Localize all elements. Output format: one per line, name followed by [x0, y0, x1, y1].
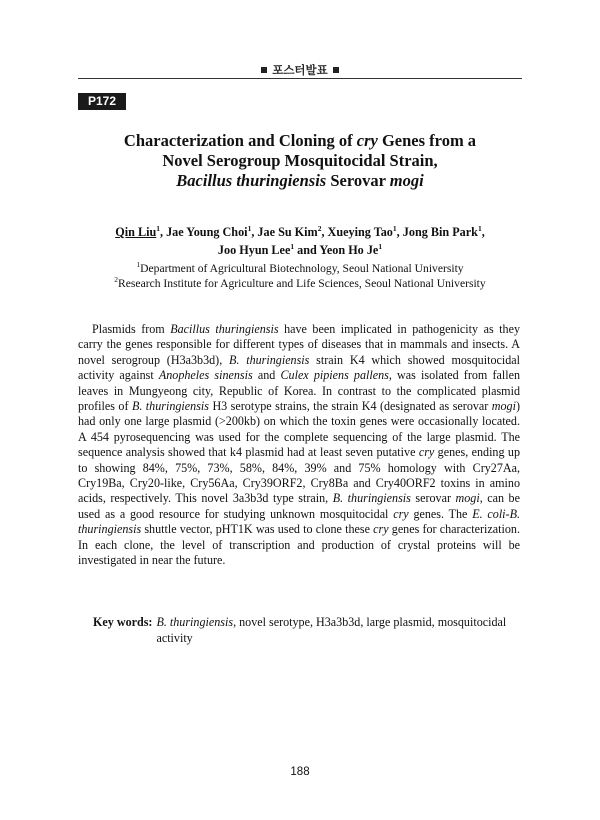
abstract-italic: Anopheles sinensis: [158, 368, 253, 383]
abstract-italic: cry: [393, 506, 409, 521]
author-affil-sup: 1: [247, 223, 252, 233]
abstract-italic: B. thuringiensis: [131, 399, 209, 414]
author-affil-sup: 1: [392, 223, 397, 233]
abstract-italic: cry: [418, 445, 435, 460]
keywords-text: [156, 614, 521, 646]
abstract-text: have been implicated in pathogenicity as they carry the genes responsible for different types of diseases that in mammals and insects. A novel serogroup (H3a3b3d),: [78, 322, 520, 367]
author-separator: ,: [251, 225, 258, 239]
title-italic: mogi: [389, 171, 424, 190]
page-number: 188: [290, 766, 310, 778]
author-separator: ,: [396, 225, 403, 239]
author-separator: ,: [159, 225, 167, 239]
abstract-text: ) had only one large plasmid (>200kb) on which the toxin genes were occasionally located. A 454 pyrosequencing was used for the complete sequencing of the large plasmid. The sequence analysis showed that k4 plasmid had at least seven putative: [78, 399, 520, 460]
author-name: Yeon Ho Je: [319, 243, 379, 257]
abstract-italic: B. thuringiensis: [229, 352, 310, 367]
keyword-italic: B. thuringiensis: [156, 615, 234, 629]
title-text: Characterization and Cloning of: [123, 131, 357, 150]
author-affil-sup: 2: [317, 223, 322, 233]
abstract-italic: Bacillus thuringiensis: [170, 322, 279, 336]
author-name: Joo Hyun Lee: [217, 243, 291, 257]
author-line-1: Qin Liu$^1$, Jae Young Choi$^1$, Jae Su Kim$^2$, Xueying Tao$^1$, Jong Bin Park$^1$,: [115, 223, 485, 239]
section-header-label: 포스터발표: [272, 63, 328, 77]
abstract-italic: cry: [373, 522, 389, 537]
title-text: Genes from a: [377, 131, 477, 150]
paper-title: [78, 131, 522, 191]
abstract-text: H3 serotype strains, the strain K4 (designated as serovar: [208, 399, 492, 414]
abstract-italic: E. coli-B. thuringiensis: [78, 506, 520, 537]
author-affil-sup: 1: [156, 223, 160, 233]
abstract-text: and: [252, 368, 281, 383]
author-name: Jae Su Kim: [257, 225, 318, 239]
author-separator: ,: [321, 225, 328, 239]
keywords-label: Key words:: [93, 615, 153, 629]
title-line-2: Novel Serogroup Mosquitocidal Strain,: [162, 151, 438, 170]
title-line-1: [78, 131, 522, 151]
abstract-italic: Culex pipiens pallens,: [280, 368, 392, 383]
author-name: Qin Liu: [115, 225, 157, 239]
keyword-list: , novel serotype, H3a3b3d, large plasmid, mosquitocidal activity: [156, 615, 507, 645]
title-italic: cry: [356, 131, 378, 150]
square-bullet-icon: [333, 67, 339, 73]
abstract-italic: B. thuringiensis: [332, 491, 411, 506]
author-list: [78, 223, 522, 259]
affiliation-text: Research Institute for Agriculture and Life Sciences, Seoul National University: [118, 277, 486, 290]
affiliation-sup: 1: [136, 260, 141, 270]
author-name: Jae Young Choi: [166, 225, 248, 239]
abstract-italic: mogi: [455, 491, 480, 506]
abstract-text: shuttle vector, pHT1K was used to clone these: [141, 522, 374, 537]
affiliation-1: [78, 261, 522, 276]
affiliations: [78, 261, 522, 291]
author-name: Xueying Tao: [327, 225, 393, 239]
abstract-text: Plasmids from: [92, 322, 171, 336]
abstract-text: genes. The: [408, 506, 473, 521]
abstract-text: strain K4 which showed mosquitocidal activity against: [78, 352, 521, 383]
abstract-text: serovar: [410, 491, 456, 506]
square-bullet-icon: [261, 67, 267, 73]
author-name: Jong Bin Park: [402, 225, 478, 239]
title-text: Serovar: [326, 171, 390, 190]
abstract-text: genes, ending up to showing 84%, 75%, 73%, 58%, 84%, 39% and 75% homology with Cry27Aa, Cry19Ba, Cry20-like, Cry56Aa, Cry39ORF2, Cry8Ba and Cry40ORF2 toxins in amino acids, respectively. This novel 3a3b3d type strain,: [78, 445, 521, 506]
affiliation-text: Department of Agricultural Biotechnology, Seoul National University: [140, 262, 464, 275]
abstract-text: genes for characterization. In each clone, the level of transcription and production of crystal proteins will be investigated in near the future.: [78, 522, 520, 568]
abstract-text: , can be used as a good resource for studying unknown mosquitocidal: [78, 491, 520, 521]
poster-id-badge: P172: [78, 93, 126, 110]
affiliation-sup: 2: [114, 275, 119, 285]
author-affil-sup: 1: [378, 241, 383, 251]
title-line-3: [78, 171, 522, 191]
section-header: [78, 62, 522, 78]
title-italic: Bacillus thuringiensis: [176, 171, 327, 190]
author-affil-sup: 1: [477, 223, 482, 233]
author-separator: and: [294, 243, 320, 257]
affiliation-2: [78, 276, 522, 291]
abstract-text: was isolated from fallen leaves in Mungyeong city, Republic of Korea. In contrast to the complicated plasmid profiles of: [78, 368, 520, 414]
abstract-italic: mogi: [491, 399, 516, 414]
keywords-block: [93, 614, 521, 646]
header-rule: [78, 78, 522, 79]
author-line-2: [78, 241, 522, 259]
abstract-body: [78, 322, 520, 569]
author-affil-sup: 1: [290, 241, 295, 251]
